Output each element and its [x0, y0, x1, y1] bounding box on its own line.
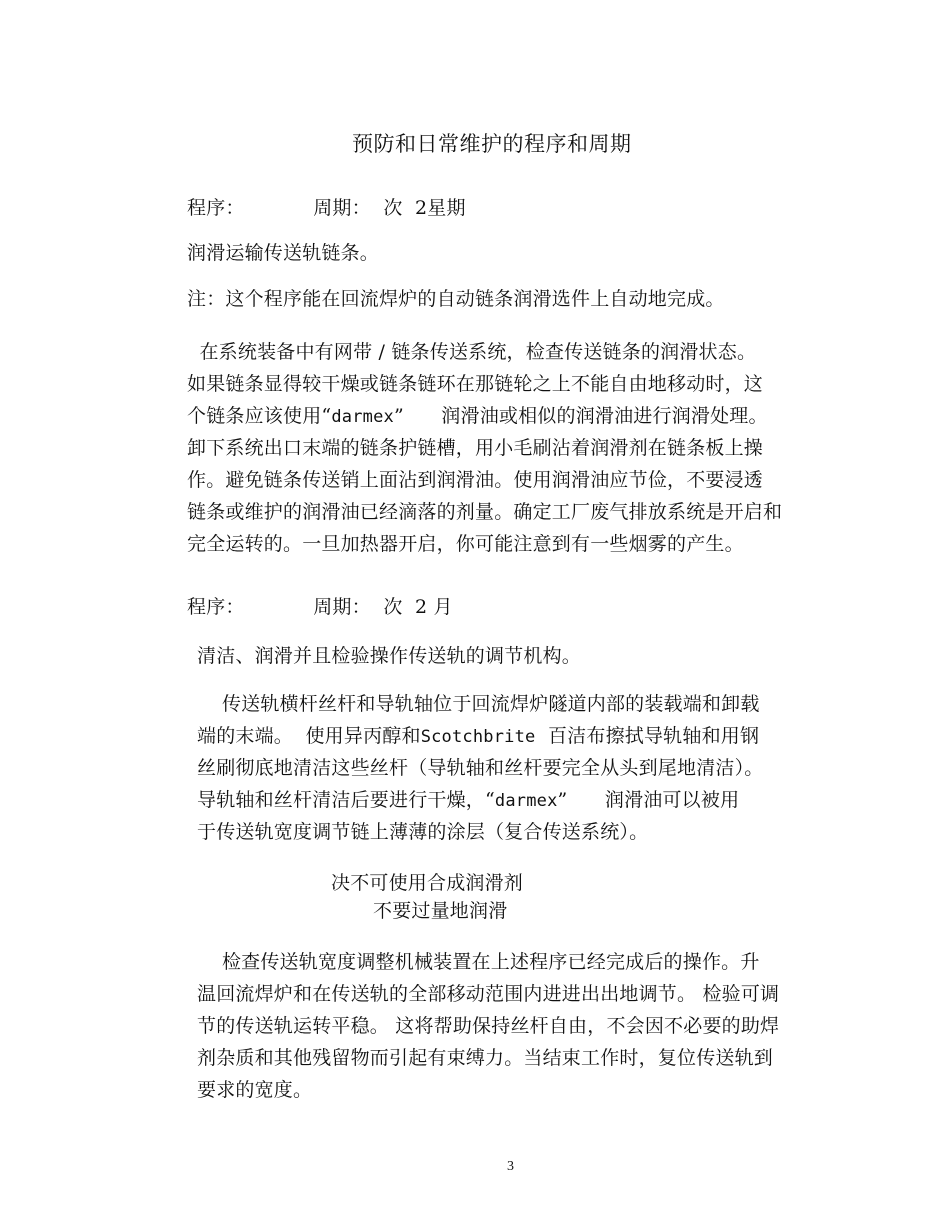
para2-line4: 导轨轴和丝杆清洁后要进行干燥，“darmex” 润滑油可以被用	[197, 789, 740, 811]
para2-line2: 端的末端。 使用异丙醇和Scotchbrite 百洁布擦拭导轨轴和用钢	[197, 725, 760, 747]
warning-no-over-lubrication: 不要过量地润滑	[373, 900, 508, 922]
para1-line1: 在系统装备中有网带 / 链条传送系统，检查传送链条的润滑状态。	[187, 341, 757, 363]
para1-line6: 链条或维护的润滑油已经滴落的剂量。确定工厂废气排放系统是开启和	[187, 501, 783, 523]
page-title: 预防和日常维护的程序和周期	[352, 132, 632, 156]
para3-line5: 要求的宽度。	[197, 1079, 313, 1101]
para3-line4: 剂杂质和其他残留物而引起有束缚力。当结束工作时，复位传送轨到	[197, 1047, 774, 1069]
para2-line1: 传送轨横杆丝杆和导轨轴位于回流焊炉隧道内部的装载端和卸载	[197, 693, 760, 715]
procedure-header-2: 程序： 周期： 次 2 月	[187, 596, 453, 618]
para1-line3: 个链条应该使用“darmex” 润滑油或相似的润滑油进行润滑处理。	[187, 405, 768, 427]
para1-line5: 作。避免链条传送销上面沾到润滑油。使用润滑油应节俭，不要浸透	[187, 469, 764, 491]
warning-no-synthetic-lubricant: 决不可使用合成润滑剂	[331, 872, 524, 894]
para3-line1: 检查传送轨宽度调整机械装置在上述程序已经完成后的操作。升	[197, 951, 760, 973]
para1-line7: 完全运转的。一旦加热器开启，你可能注意到有一些烟雾的产生。	[187, 533, 744, 555]
page-number: 3	[507, 1159, 514, 1174]
para2-line3: 丝刷彻底地清洁这些丝杆（导轨轴和丝杆要完全从头到尾地清洁）。	[197, 757, 764, 779]
para3-line2: 温回流焊炉和在传送轨的全部移动范围内进进出出地调节。 检验可调	[197, 983, 780, 1005]
para1-line2: 如果链条显得较干燥或链条链环在那链轮之上不能自由地移动时，这	[187, 373, 764, 395]
task-2: 清洁、润滑并且检验操作传送轨的调节机构。	[197, 645, 582, 667]
note-1: 注：这个程序能在回流焊炉的自动链条润滑选件上自动地完成。	[187, 288, 725, 310]
procedure-header-1: 程序： 周期： 次 2星期	[187, 197, 466, 219]
para2-line5: 于传送轨宽度调节链上薄薄的涂层（复合传送系统）。	[197, 821, 649, 843]
task-1: 润滑运输传送轨链条。	[187, 242, 380, 264]
para1-line4: 卸下系统出口末端的链条护链槽，用小毛刷沾着润滑剂在链条板上操	[187, 437, 764, 459]
para3-line3: 节的传送轨运转平稳。 这将帮助保持丝杆自由，不会因不必要的助焊	[197, 1015, 780, 1037]
